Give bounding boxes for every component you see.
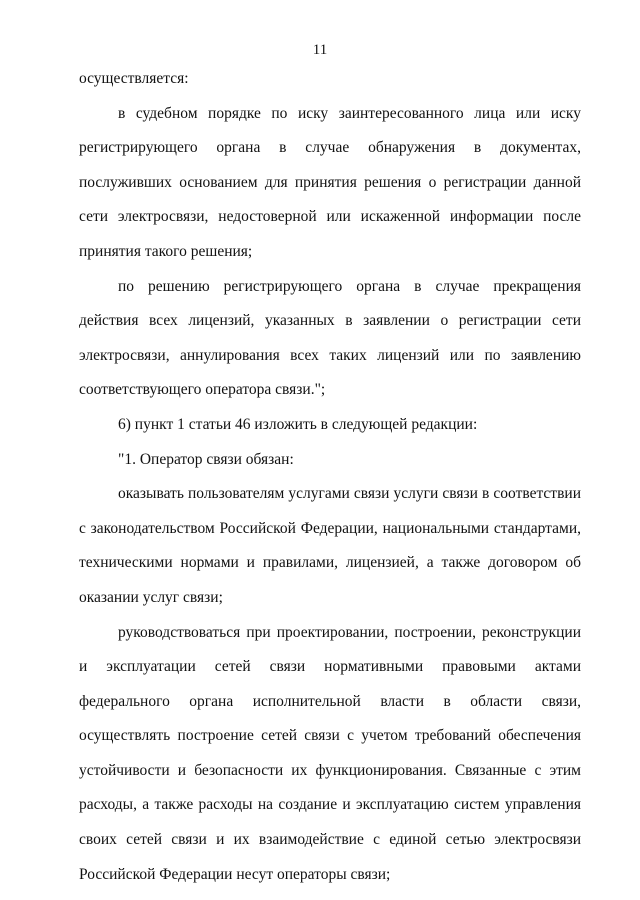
page-number: 11 — [312, 42, 328, 58]
paragraph-provide-services: оказывать пользователям услугами связи услуги связи в соответствии с законодательством Российской Федерации, национальными стандартами, техническими нормами и правилами, лицензией, а также договором об оказании услуг связи; — [79, 485, 581, 606]
paragraph-continuation: осуществляется: — [79, 70, 189, 87]
paragraph-operator-obliged: "1. Оператор связи обязан: — [118, 450, 294, 468]
paragraph-court-procedure: в судебном порядке по иску заинтересованного лица или иску регистрирующего органа в случае обнаружения в документах, послуживших основанием для принятия решения о регистрации данной сети электросвязи, недостоверной или искаженной информации после принятия такого решения; — [79, 104, 581, 260]
paragraph-design-guidance: руководствоваться при проектировании, построении, реконструкции и эксплуатации сетей связи нормативными правовыми актами федерального органа исполнительной власти в области связи, осуществлять построение сетей связи с учетом требований обеспечения устойчивости и безопасности их функционирования. Связанные с этим расходы, а также расходы на создание и эксплуатацию систем управления своих сетей связи и их взаимодействие с единой сетью электросвязи Российской Федерации несут операторы связи; — [79, 623, 581, 883]
paragraph-registry-decision: по решению регистрирующего органа в случае прекращения действия всех лицензий, указанных в заявлении о регистрации сети электросвязи, аннулирования всех таких лицензий или по заявлению соответствующего оператора связи."; — [79, 277, 581, 399]
body-text — [79, 62, 581, 892]
paragraph-amendment-intro: 6) пункт 1 статьи 46 изложить в следующей редакции: — [118, 415, 478, 433]
